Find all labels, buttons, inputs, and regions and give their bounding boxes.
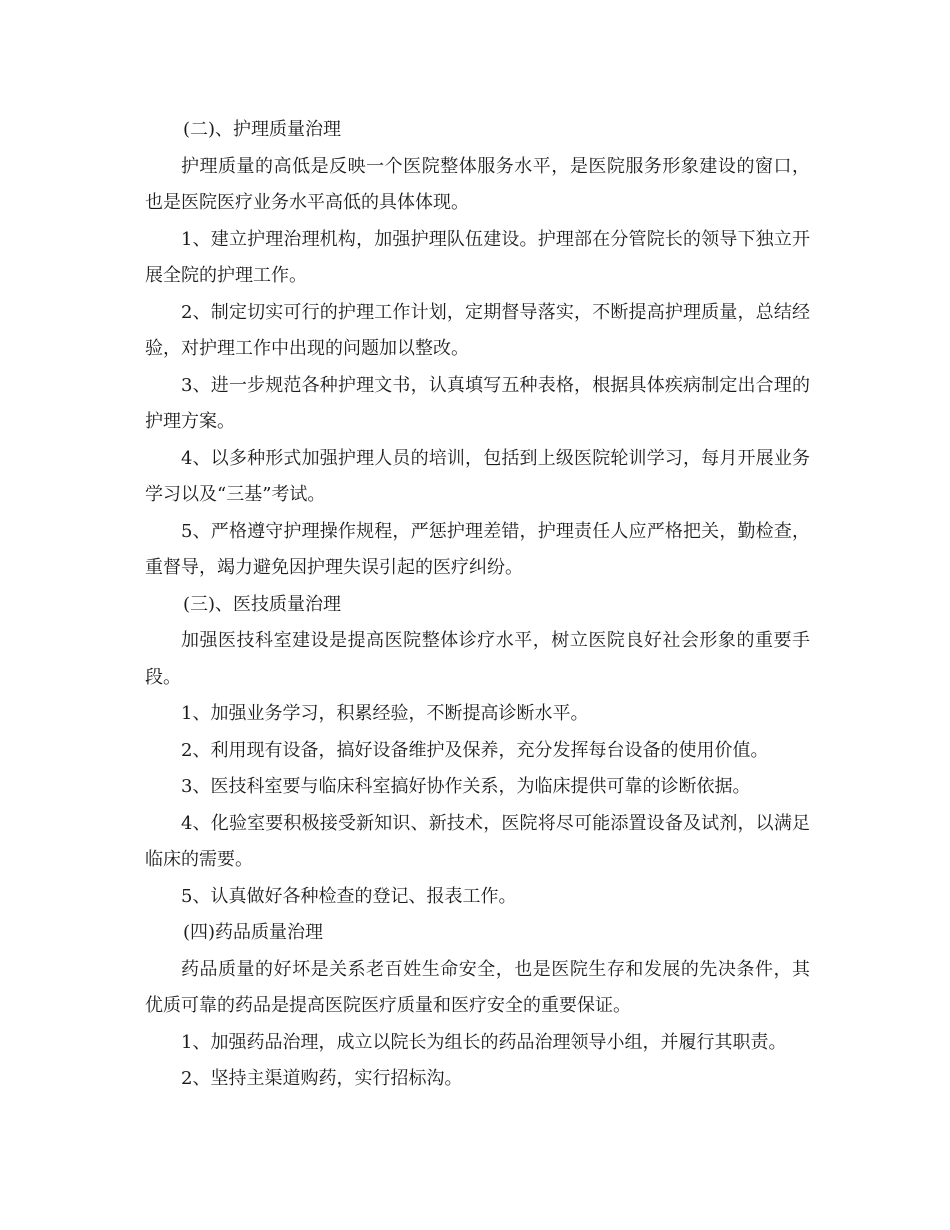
list-item: 3、医技科室要与临床科室搞好协作关系，为临床提供可靠的诊断依据。 — [181, 776, 751, 797]
list-item: 4、以多种形式加强护理人员的培训，包括到上级医院轮训学习，每月开展业务学习以及“三基”考试。 — [145, 447, 810, 505]
list-item: 2、坚持主渠道购药，实行招标沟。 — [181, 1068, 463, 1089]
section-heading-nursing: (二)、护理质量治理 — [183, 119, 342, 140]
list-item: 1、加强药品治理，成立以院长为组长的药品治理领导小组，并履行其职责。 — [181, 1031, 787, 1053]
list-item: 4、化验室要积极接受新知识、新技术，医院将尽可能添置设备及试剂，以满足临床的需要。 — [145, 812, 810, 870]
paragraph: 护理质量的高低是反映一个医院整体服务水平，是医院服务形象建设的窗口，也是医院医疗业务水平高低的具体体现。 — [145, 155, 810, 213]
section-heading-medtech: (三)、医技质量治理 — [183, 593, 342, 615]
paragraph: 加强医技科室建设是提高医院整体诊疗水平，树立医院良好社会形象的重要手段。 — [145, 630, 810, 688]
paragraph: 药品质量的好坏是关系老百姓生命安全，也是医院生存和发展的先决条件，其优质可靠的药品是提高医院医疗质量和医疗安全的重要保证。 — [145, 958, 810, 1016]
list-item: 5、认真做好各种检查的登记、报表工作。 — [181, 885, 517, 907]
list-item: 1、加强业务学习，积累经验，不断提高诊断水平。 — [181, 703, 589, 724]
list-item: 5、严格遵守护理操作规程，严惩护理差错，护理责任人应严格把关，勤检查，重督导，竭力避免因护理失误引起的医疗纠纷。 — [145, 520, 810, 578]
section-heading-pharmacy: (四)药品质量治理 — [183, 922, 324, 943]
list-item: 3、进一步规范各种护理文书，认真填写五种表格，根据具体疾病制定出合理的护理方案。 — [145, 374, 810, 432]
list-item: 2、制定切实可行的护理工作计划，定期督导落实，不断提高护理质量，总结经验，对护理工作中出现的问题加以整改。 — [145, 301, 810, 359]
list-item: 1、建立护理治理机构，加强护理队伍建设。护理部在分管院长的领导下独立开展全院的护理工作。 — [145, 228, 810, 286]
document-body — [145, 112, 810, 1098]
list-item: 2、利用现有设备，搞好设备维护及保养，充分发挥每台设备的使用价值。 — [181, 739, 769, 761]
